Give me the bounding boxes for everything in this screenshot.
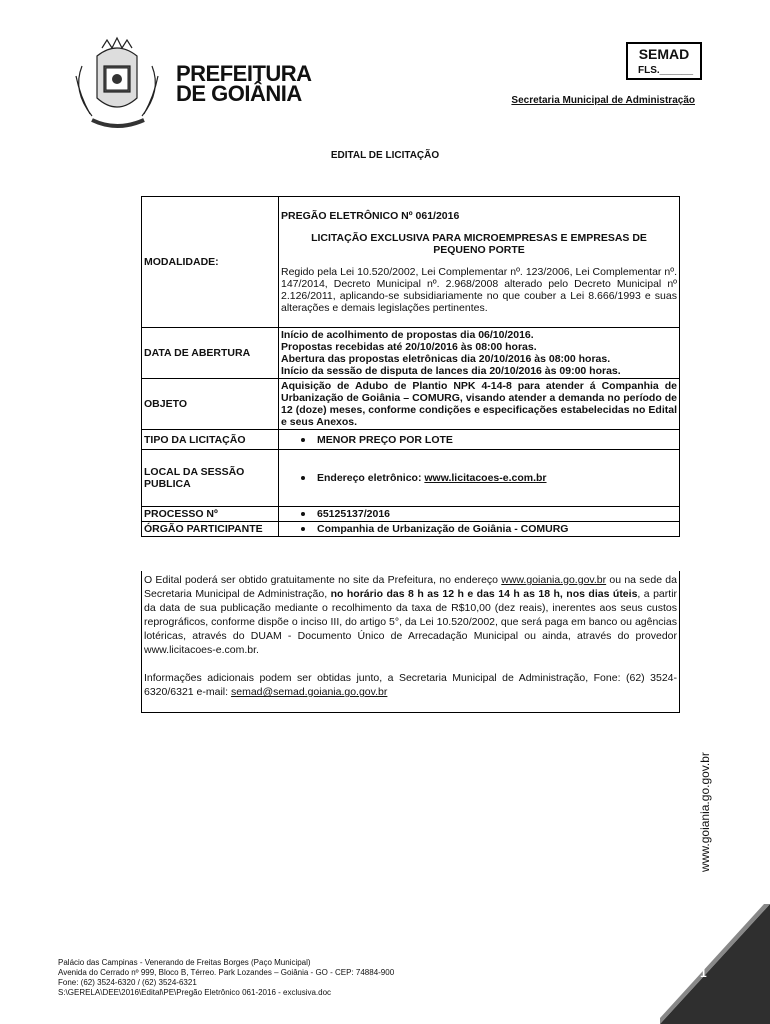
bullet-icon xyxy=(301,476,305,480)
email-link[interactable]: semad@semad.goiania.go.gov.br xyxy=(230,686,388,698)
orgao-bullet xyxy=(281,523,677,535)
info-paragraph-2 xyxy=(144,671,677,699)
footer-line: S:\GERELA\DEE\2016\Edital\PE\Pregão Eletrônico 061-2016 - exclusiva.doc xyxy=(58,988,332,997)
info-text: O Edital poderá ser obtido gratuitamente no site da Prefeitura, no endereço xyxy=(144,574,502,586)
brand-name xyxy=(176,61,312,106)
info-bold-text: no horário das 8 h as 12 h e das 14 h as 18 h, nos dias úteis xyxy=(330,588,638,600)
semad-title: SEMAD xyxy=(638,46,690,62)
corner-decoration xyxy=(660,904,770,1024)
info-text: ou na sede da Secretaria Municipal de Administração, xyxy=(144,574,677,600)
info-box xyxy=(141,571,680,713)
licitacoes-link[interactable]: www.licitacoes-e.com.br xyxy=(424,472,547,484)
label-processo: PROCESSO Nº xyxy=(142,507,279,522)
page-number: 1 xyxy=(700,966,707,980)
info-text: Informações adicionais podem ser obtidas junto, a Secretaria Municipal de Administração, Fone: (62) 3524-6320/6321 e-mail: xyxy=(144,672,677,698)
info-paragraph-1 xyxy=(144,573,677,657)
edital-summary-table xyxy=(141,196,680,537)
data-line: Propostas recebidas até 20/10/2016 às 08:00 horas. xyxy=(281,341,537,353)
info-text: , a partir da data de sua publicação mediante o recolhimento da taxa de R$10,00 (dez reais), inerentes aos seus custos reprográficos, conforme dispõe o inciso III, do artigo 5°, da Lei 10.520/2002, que será paga em banco ou agências lotéricas, através do DUAM - Documento Único de Arrecadação Municipal ou ainda, através do provedor www.licitacoes-e.com.br. xyxy=(144,588,678,656)
footer-line: Fone: (62) 3524-6320 / (62) 3524-6321 xyxy=(58,978,197,987)
goiania-link[interactable]: www.goiania.go.gov.br xyxy=(501,574,607,586)
footer-line: Palácio das Campinas - Venerando de Freitas Borges (Paço Municipal) xyxy=(58,958,311,967)
processo-bullet xyxy=(281,508,677,520)
value-data-abertura xyxy=(279,328,680,379)
semad-fls: FLS.______ xyxy=(638,65,694,76)
label-tipo: TIPO DA LICITAÇÃO xyxy=(142,430,279,450)
row-processo xyxy=(142,507,680,522)
bullet-icon xyxy=(301,527,305,531)
row-tipo xyxy=(142,430,680,450)
local-bullet xyxy=(281,472,677,484)
value-tipo: MENOR PREÇO POR LOTE xyxy=(317,433,453,446)
label-data-abertura: DATA DE ABERTURA xyxy=(142,328,279,379)
tipo-bullet xyxy=(281,434,677,446)
footer xyxy=(58,958,394,998)
semad-stamp-box xyxy=(626,42,702,80)
value-objeto: Aquisição de Adubo de Plantio NPK 4-14-8 para atender á Companhia de Urbanização de Goiânia – COMURG, visando atender a demanda no período de 12 (doze) meses, conforme condições e especificações estabelecidas no Edital e seus Anexos. xyxy=(279,379,680,430)
secretaria-heading: Secretaria Municipal de Administração xyxy=(511,95,695,106)
row-modalidade xyxy=(142,197,680,328)
row-objeto xyxy=(142,379,680,430)
value-modalidade xyxy=(279,197,680,328)
label-objeto: OBJETO xyxy=(142,379,279,430)
footer-line: Avenida do Cerrado nº 999, Bloco B, Térreo. Park Lozandes – Goiânia - GO - CEP: 74884-900 xyxy=(58,968,395,977)
data-line: Início de acolhimento de propostas dia 06/10/2016. xyxy=(281,329,534,341)
data-line: Início da sessão de disputa de lances dia 20/10/2016 às 09:00 horas. xyxy=(281,365,621,377)
pregao-number: PREGÃO ELETRÔNICO Nº 061/2016 xyxy=(281,210,460,222)
data-line: Abertura das propostas eletrônicas dia 20/10/2016 às 08:00 horas. xyxy=(281,353,611,365)
licitacao-exclusiva: LICITAÇÃO EXCLUSIVA PARA MICROEMPRESAS E EMPRESAS DE PEQUENO PORTE xyxy=(311,232,647,256)
row-data-abertura xyxy=(142,328,680,379)
side-url xyxy=(700,745,712,885)
side-url-text: www.goiania.go.gov.br xyxy=(698,752,712,872)
regido-text: Regido pela Lei 10.520/2002, Lei Complementar nº. 123/2006, Lei Complementar nº. 147/2014, Decreto Municipal nº. 2.968/2008 alterado pelo Decreto Municipal nº 2.126/2011, aplicando-se subsidiariamente no que couber a Lei 8.666/1993 e suas alterações e demais legislações pertinentes. xyxy=(281,266,677,314)
bullet-icon xyxy=(301,512,305,516)
brand-line-2: DE GOIÂNIA xyxy=(176,81,302,106)
brand-line-1: PREFEITURA xyxy=(176,61,312,86)
bullet-icon xyxy=(301,438,305,442)
value-orgao: Companhia de Urbanização de Goiânia - COMURG xyxy=(317,523,569,535)
label-orgao: ÓRGÃO PARTICIPANTE xyxy=(142,522,279,537)
page-title: EDITAL DE LICITAÇÃO xyxy=(330,150,440,161)
label-modalidade: MODALIDADE: xyxy=(142,197,279,328)
row-orgao xyxy=(142,522,680,537)
row-local xyxy=(142,450,680,507)
local-prefix: Endereço eletrônico: xyxy=(317,472,425,484)
label-local: LOCAL DA SESSÃO PUBLICA xyxy=(142,450,279,507)
value-processo: 65125137/2016 xyxy=(317,508,390,520)
